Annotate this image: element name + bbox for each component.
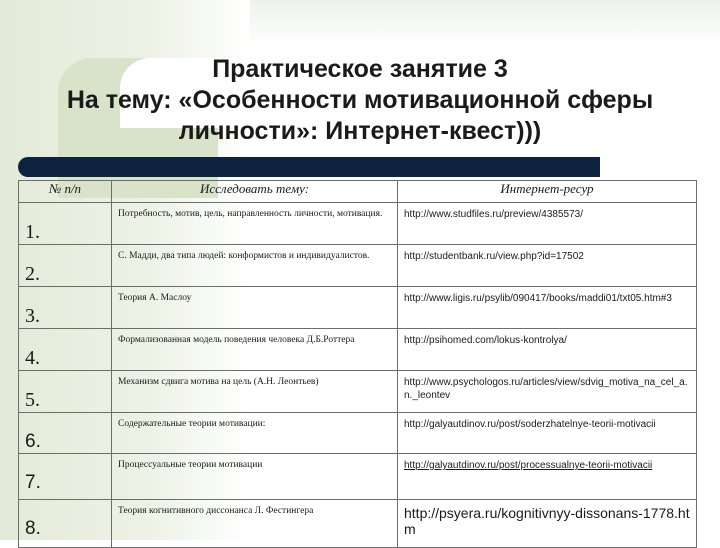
title-line-2: На тему: «Особенности мотивационной сферы — [66, 86, 654, 114]
title-line-1: Практическое занятие 3 — [212, 55, 508, 83]
background-top-band — [250, 0, 720, 45]
slide-title — [20, 54, 700, 147]
table-row — [19, 287, 697, 329]
table-row — [19, 454, 697, 500]
quest-table — [18, 180, 697, 548]
row-topic: С. Мадди, два типа людей: конформистов и индивидуалистов. — [112, 245, 398, 287]
table-row — [19, 329, 697, 371]
row-number: 2. — [19, 245, 112, 287]
row-number: 8. — [19, 500, 112, 548]
row-resource-link[interactable]: http://galyautdinov.ru/post/soderzhatelnye-teorii-motivacii — [398, 413, 697, 454]
row-resource-link[interactable]: http://www.ligis.ru/psylib/090417/books/maddi01/txt05.htm#3 — [398, 287, 697, 329]
table-row — [19, 413, 697, 454]
header-topic: Исследовать тему: — [112, 181, 398, 203]
row-topic: Процессуальные теории мотивации — [112, 454, 398, 500]
table-row — [19, 500, 697, 548]
table-row — [19, 371, 697, 413]
row-number: 6. — [19, 413, 112, 454]
row-resource-link[interactable]: http://psyera.ru/kognitivnyy-dissonans-1778.htm — [398, 500, 697, 548]
row-number: 7. — [19, 454, 112, 500]
row-resource-link[interactable] — [398, 454, 697, 500]
row-number: 5. — [19, 371, 112, 413]
table-row — [19, 203, 697, 245]
table-row — [19, 245, 697, 287]
row-topic: Формализованная модель поведения человека Д.Б.Роттера — [112, 329, 398, 371]
row-number: 3. — [19, 287, 112, 329]
row-topic: Теория когнитивного диссонанса Л. Фестингера — [112, 500, 398, 548]
row-topic: Потребность, мотив, цель, направленность личности, мотивация. — [112, 203, 398, 245]
row-resource-link[interactable]: http://www.studfiles.ru/preview/4385573/ — [398, 203, 697, 245]
title-divider-bar — [18, 157, 600, 177]
row-number: 1. — [19, 203, 112, 245]
resource-link-text[interactable]: http://galyautdinov.ru/post/processualnye-teorii-motivacii — [404, 460, 653, 471]
table-header-row — [19, 181, 697, 203]
row-resource-link[interactable]: http://studentbank.ru/view.php?id=17502 — [398, 245, 697, 287]
row-topic: Содержательные теории мотивации: — [112, 413, 398, 454]
title-line-3: личности»: Интернет-квест))) — [178, 117, 542, 145]
row-topic: Механизм сдвига мотива на цель (А.Н. Леонтьев) — [112, 371, 398, 413]
row-number: 4. — [19, 329, 112, 371]
row-topic: Теория А. Маслоу — [112, 287, 398, 329]
row-resource-link[interactable]: http://psihomed.com/lokus-kontrolya/ — [398, 329, 697, 371]
row-resource-link[interactable]: http://www.psychologos.ru/articles/view/sdvig_motiva_na_cel_a.n._leontev — [398, 371, 697, 413]
header-number: № п/п — [19, 181, 112, 203]
header-resource: Интернет-ресур — [398, 181, 697, 203]
